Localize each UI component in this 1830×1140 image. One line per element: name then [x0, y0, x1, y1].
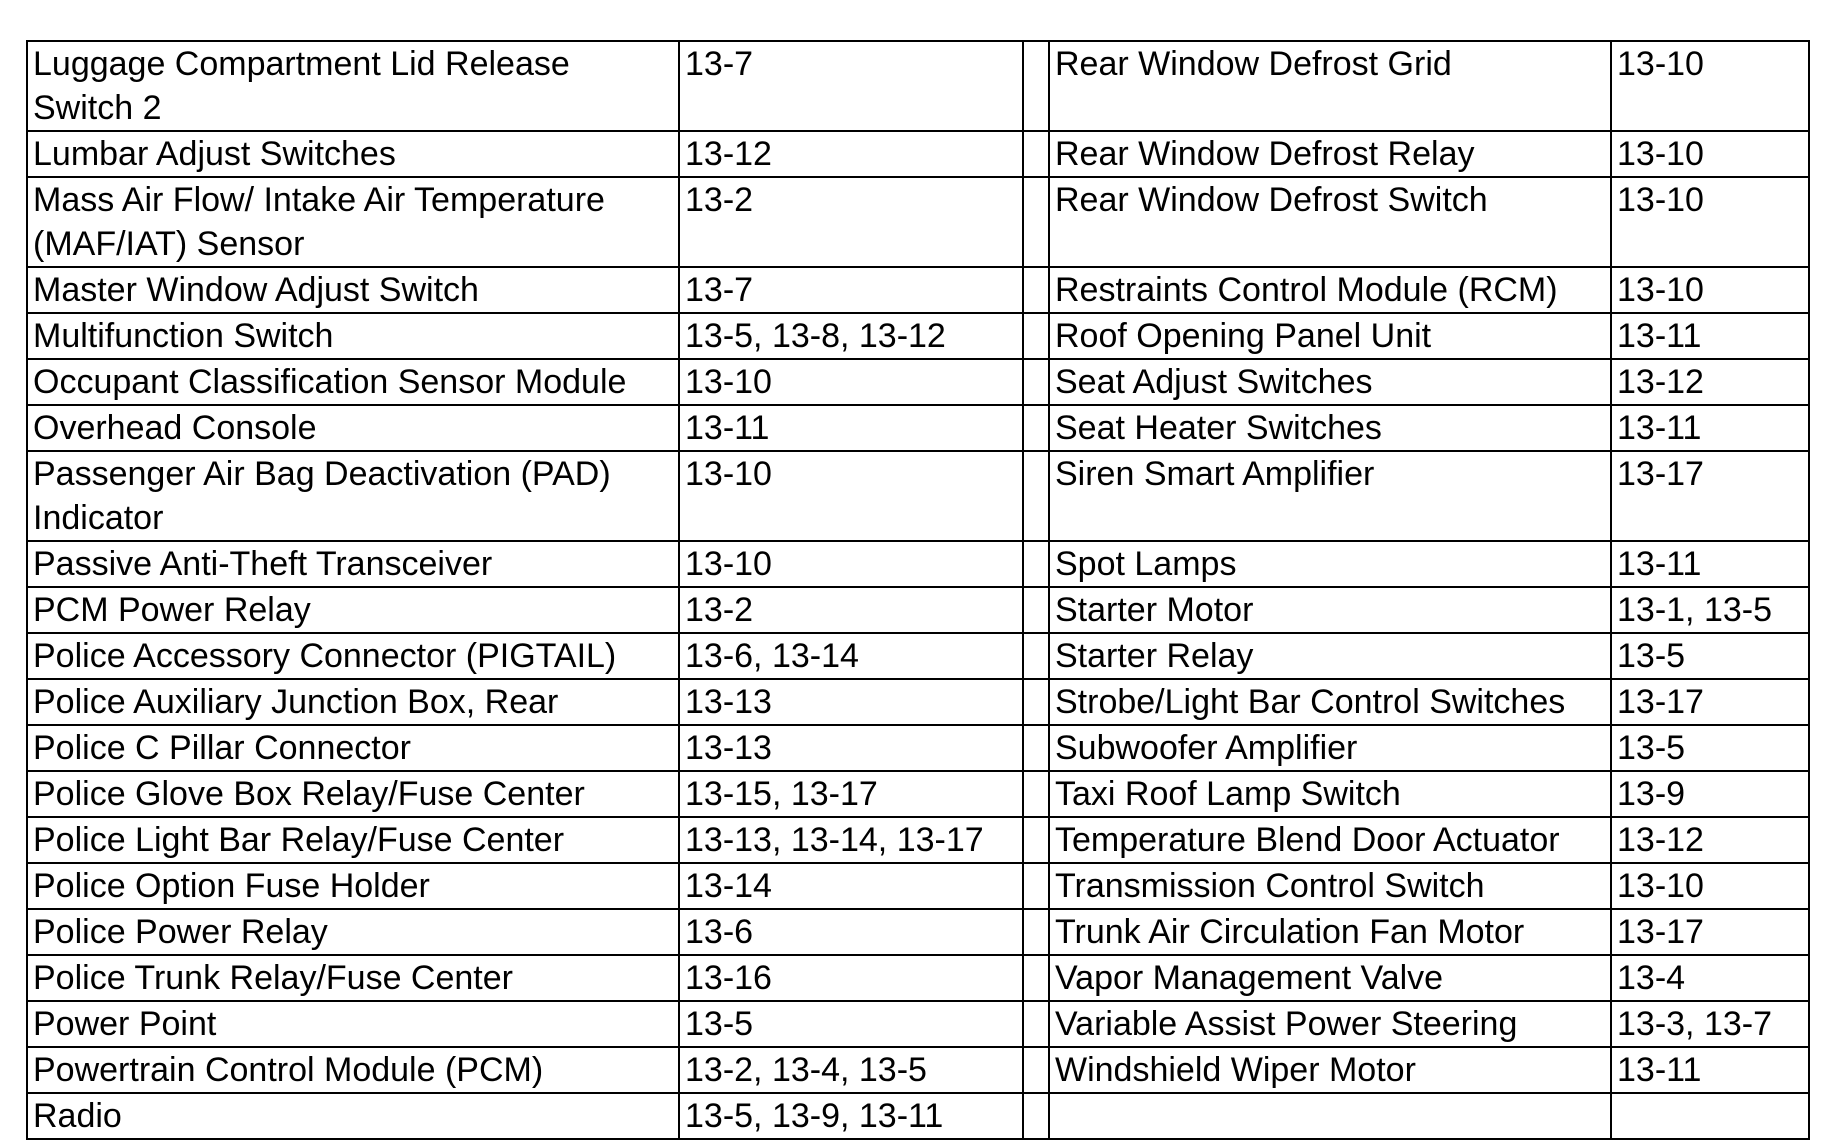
- table-row: [27, 1093, 1809, 1139]
- page-reference-cell: [1611, 1093, 1809, 1139]
- page-reference-cell: 13-10: [1611, 131, 1809, 177]
- column-gap: [1023, 41, 1049, 131]
- component-name-cell: Police Auxiliary Junction Box, Rear: [27, 679, 679, 725]
- component-name-cell: Police Power Relay: [27, 909, 679, 955]
- page-reference-cell: 13-13, 13-14, 13-17: [679, 817, 1023, 863]
- page-reference-cell: 13-16: [679, 955, 1023, 1001]
- page-reference-cell: 13-6: [679, 909, 1023, 955]
- component-name-cell: Trunk Air Circulation Fan Motor: [1049, 909, 1611, 955]
- component-name-cell: PCM Power Relay: [27, 587, 679, 633]
- page-reference-cell: 13-10: [679, 541, 1023, 587]
- component-name-cell: Starter Motor: [1049, 587, 1611, 633]
- column-gap: [1023, 267, 1049, 313]
- component-name-cell: Temperature Blend Door Actuator: [1049, 817, 1611, 863]
- page-reference-cell: 13-4: [1611, 955, 1809, 1001]
- page-reference-cell: 13-10: [1611, 267, 1809, 313]
- component-name-cell: Vapor Management Valve: [1049, 955, 1611, 1001]
- page-reference-cell: 13-5: [679, 1001, 1023, 1047]
- page-reference-cell: 13-5, 13-9, 13-11: [679, 1093, 1023, 1139]
- column-gap: [1023, 405, 1049, 451]
- table-row: [27, 909, 1809, 955]
- column-gap: [1023, 541, 1049, 587]
- table-row: [27, 955, 1809, 1001]
- component-name-cell: Mass Air Flow/ Intake Air Temperature (MAF/IAT) Sensor: [27, 177, 679, 267]
- table-row: [27, 541, 1809, 587]
- table-row: [27, 41, 1809, 131]
- component-name-cell: Multifunction Switch: [27, 313, 679, 359]
- component-name-cell: Spot Lamps: [1049, 541, 1611, 587]
- component-name-cell: Police Light Bar Relay/Fuse Center: [27, 817, 679, 863]
- component-name-cell: Police C Pillar Connector: [27, 725, 679, 771]
- component-name-cell: Police Trunk Relay/Fuse Center: [27, 955, 679, 1001]
- column-gap: [1023, 955, 1049, 1001]
- page-reference-cell: 13-10: [1611, 863, 1809, 909]
- table-row: [27, 817, 1809, 863]
- column-gap: [1023, 451, 1049, 541]
- column-gap: [1023, 359, 1049, 405]
- component-name-cell: Seat Heater Switches: [1049, 405, 1611, 451]
- table-row: [27, 131, 1809, 177]
- column-gap: [1023, 679, 1049, 725]
- table-row: [27, 863, 1809, 909]
- component-name-cell: Overhead Console: [27, 405, 679, 451]
- page-reference-cell: 13-5, 13-8, 13-12: [679, 313, 1023, 359]
- page-reference-cell: 13-11: [1611, 313, 1809, 359]
- component-name-cell: Siren Smart Amplifier: [1049, 451, 1611, 541]
- column-gap: [1023, 1001, 1049, 1047]
- page-reference-cell: 13-13: [679, 725, 1023, 771]
- table-row: [27, 587, 1809, 633]
- component-name-cell: Lumbar Adjust Switches: [27, 131, 679, 177]
- page-reference-cell: 13-1, 13-5: [1611, 587, 1809, 633]
- component-name-cell: [1049, 1093, 1611, 1139]
- page-reference-cell: 13-10: [679, 451, 1023, 541]
- page-reference-cell: 13-5: [1611, 725, 1809, 771]
- table-row: [27, 725, 1809, 771]
- component-name-cell: Transmission Control Switch: [1049, 863, 1611, 909]
- component-name-cell: Variable Assist Power Steering: [1049, 1001, 1611, 1047]
- component-name-cell: Seat Adjust Switches: [1049, 359, 1611, 405]
- component-name-cell: Occupant Classification Sensor Module: [27, 359, 679, 405]
- component-name-cell: Taxi Roof Lamp Switch: [1049, 771, 1611, 817]
- page-reference-cell: 13-12: [679, 131, 1023, 177]
- page-reference-cell: 13-7: [679, 267, 1023, 313]
- page-reference-cell: 13-5: [1611, 633, 1809, 679]
- table-row: [27, 771, 1809, 817]
- component-name-cell: Subwoofer Amplifier: [1049, 725, 1611, 771]
- table-row: [27, 359, 1809, 405]
- column-gap: [1023, 1093, 1049, 1139]
- component-name-cell: Radio: [27, 1093, 679, 1139]
- component-name-cell: Power Point: [27, 1001, 679, 1047]
- page-reference-cell: 13-11: [1611, 1047, 1809, 1093]
- column-gap: [1023, 863, 1049, 909]
- table-row: [27, 1001, 1809, 1047]
- component-name-cell: Police Option Fuse Holder: [27, 863, 679, 909]
- column-gap: [1023, 1047, 1049, 1093]
- page-reference-cell: 13-12: [1611, 359, 1809, 405]
- page-reference-cell: 13-2, 13-4, 13-5: [679, 1047, 1023, 1093]
- column-gap: [1023, 177, 1049, 267]
- component-name-cell: Master Window Adjust Switch: [27, 267, 679, 313]
- page-reference-cell: 13-9: [1611, 771, 1809, 817]
- column-gap: [1023, 131, 1049, 177]
- column-gap: [1023, 633, 1049, 679]
- table-row: [27, 267, 1809, 313]
- page-reference-cell: 13-2: [679, 587, 1023, 633]
- column-gap: [1023, 313, 1049, 359]
- component-name-cell: Passive Anti-Theft Transceiver: [27, 541, 679, 587]
- component-name-cell: Starter Relay: [1049, 633, 1611, 679]
- component-name-cell: Roof Opening Panel Unit: [1049, 313, 1611, 359]
- page-reference-cell: 13-13: [679, 679, 1023, 725]
- page-reference-cell: 13-11: [1611, 541, 1809, 587]
- page-reference-cell: 13-17: [1611, 909, 1809, 955]
- table-row: [27, 633, 1809, 679]
- page-reference-cell: 13-6, 13-14: [679, 633, 1023, 679]
- page-reference-cell: 13-11: [1611, 405, 1809, 451]
- component-name-cell: Police Accessory Connector (PIGTAIL): [27, 633, 679, 679]
- component-name-cell: Passenger Air Bag Deactivation (PAD) Indicator: [27, 451, 679, 541]
- column-gap: [1023, 817, 1049, 863]
- page-reference-cell: 13-11: [679, 405, 1023, 451]
- component-name-cell: Rear Window Defrost Switch: [1049, 177, 1611, 267]
- page-reference-cell: 13-10: [1611, 177, 1809, 267]
- component-name-cell: Luggage Compartment Lid Release Switch 2: [27, 41, 679, 131]
- component-name-cell: Windshield Wiper Motor: [1049, 1047, 1611, 1093]
- column-gap: [1023, 725, 1049, 771]
- column-gap: [1023, 771, 1049, 817]
- table-row: [27, 177, 1809, 267]
- component-name-cell: Restraints Control Module (RCM): [1049, 267, 1611, 313]
- page-reference-cell: 13-12: [1611, 817, 1809, 863]
- component-name-cell: Strobe/Light Bar Control Switches: [1049, 679, 1611, 725]
- table-row: [27, 313, 1809, 359]
- page-reference-cell: 13-10: [679, 359, 1023, 405]
- page-reference-cell: 13-10: [1611, 41, 1809, 131]
- page-reference-cell: 13-17: [1611, 679, 1809, 725]
- page-reference-cell: 13-2: [679, 177, 1023, 267]
- column-gap: [1023, 587, 1049, 633]
- page-reference-cell: 13-14: [679, 863, 1023, 909]
- component-name-cell: Rear Window Defrost Relay: [1049, 131, 1611, 177]
- table-row: [27, 679, 1809, 725]
- component-name-cell: Rear Window Defrost Grid: [1049, 41, 1611, 131]
- component-name-cell: Powertrain Control Module (PCM): [27, 1047, 679, 1093]
- column-gap: [1023, 909, 1049, 955]
- component-name-cell: Police Glove Box Relay/Fuse Center: [27, 771, 679, 817]
- page-reference-cell: 13-3, 13-7: [1611, 1001, 1809, 1047]
- component-location-index-table: [26, 40, 1810, 1140]
- page-reference-cell: 13-15, 13-17: [679, 771, 1023, 817]
- table-row: [27, 451, 1809, 541]
- page-reference-cell: 13-17: [1611, 451, 1809, 541]
- page-reference-cell: 13-7: [679, 41, 1023, 131]
- table-row: [27, 1047, 1809, 1093]
- table-row: [27, 405, 1809, 451]
